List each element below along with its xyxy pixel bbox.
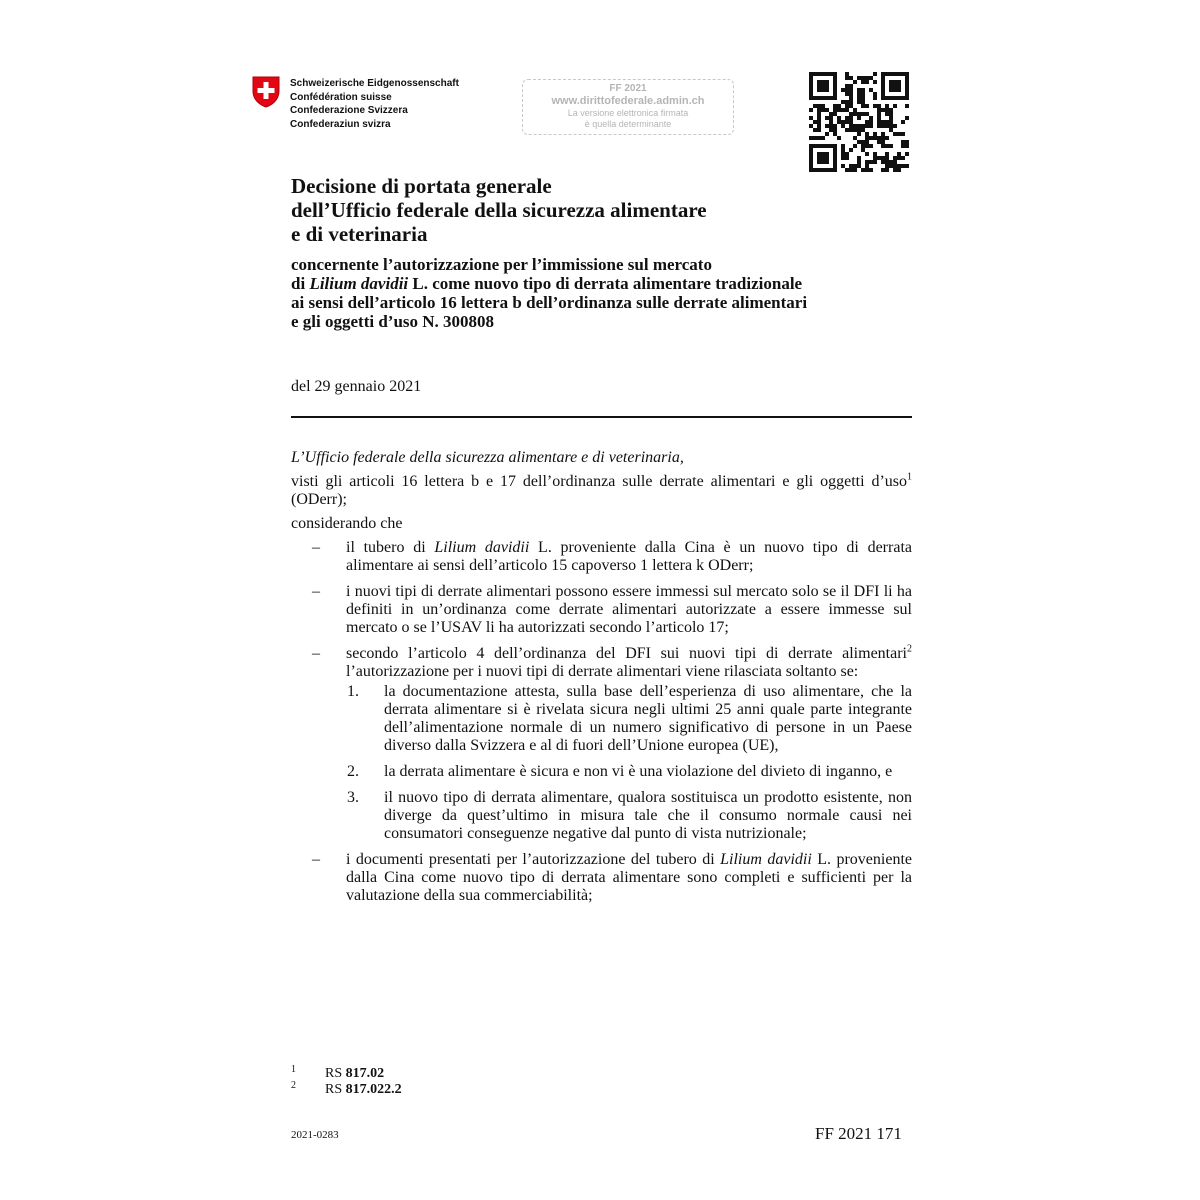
recital-dash: – — [312, 851, 320, 868]
confederation-line-fr: Confédération suisse — [290, 91, 392, 103]
footnote-prefix: RS — [325, 1066, 346, 1081]
subtitle-suffix: L. come nuovo tipo di derrata alimentare tradizionale — [408, 274, 803, 293]
page-reference: FF 2021 171 — [815, 1124, 902, 1143]
recital-3-text-b: l’autorizzazione per i nuovi tipi di derrate alimentari viene rilasciata soltanto se: — [346, 663, 859, 680]
document-number: 2021-0283 — [291, 1129, 339, 1141]
condition-item-2 — [346, 763, 912, 781]
recital-2 — [291, 583, 912, 637]
recital-4-text-b: L. proveniente dalla Cina come nuovo tipo di derrata alimentare sono completi e sufficienti per la valutazione della sua commerciabilità; — [346, 851, 913, 904]
condition-text: la derrata alimentare è sicura e non vi è una violazione del divieto di inganno, e — [384, 763, 893, 780]
recital-4-text-a: i documenti presentati per l’autorizzazione del tubero di — [346, 851, 721, 868]
recital-1 — [291, 539, 912, 575]
condition-number: 1. — [347, 683, 359, 700]
subtitle-species: Lilium davidii — [309, 274, 409, 293]
recital-dash: – — [312, 583, 320, 600]
stamp-line-4: è quella determinante — [584, 119, 672, 129]
confederation-line-de: Schweizerische Eidgenossenschaft — [290, 78, 459, 89]
document-body — [291, 449, 912, 913]
footnote-number: 2 — [291, 1080, 296, 1091]
legal-basis-text: visti gli articoli 16 lettera b e 17 dell’ordinanza sulle derrate alimentari e gli oggetti d’uso — [291, 473, 907, 490]
conditions-list — [346, 683, 912, 843]
considerando-label: considerando che — [291, 515, 403, 532]
footnote-ref-2: 2 — [907, 643, 912, 655]
condition-text: il nuovo tipo di derrata alimentare, qualora sostituisca un prodotto esistente, non diverge da quest’ultimo in misura tale che il consumo normale causi nei consumatori conseguenze negative dal punto di vista nutrizionale; — [384, 789, 912, 842]
title-line-2: dell’Ufficio federale della sicurezza alimentare — [291, 198, 707, 222]
recital-dash: – — [312, 539, 320, 556]
confederation-line-it: Confederazione Svizzera — [290, 105, 408, 116]
footnote-text — [325, 1066, 384, 1082]
condition-item-3 — [346, 789, 912, 843]
footnote-number: 1 — [291, 1064, 296, 1075]
header-divider — [291, 416, 912, 418]
confederation-line-rm: Confederaziun svizra — [290, 118, 391, 130]
subtitle-prefix: di — [291, 274, 310, 293]
decision-date: del 29 gennaio 2021 — [291, 378, 422, 395]
stamp-line-1: FF 2021 — [609, 83, 647, 94]
footnote-prefix: RS — [325, 1082, 346, 1097]
condition-item-1 — [346, 683, 912, 755]
subtitle-line-4: e gli oggetti d’uso N. 300808 — [291, 312, 495, 331]
recital-1-text-b: L. proveniente dalla Cina è un nuovo tipo di derrata alimentare ai sensi dell’articolo 15 capoverso 1 lettera k ODerr; — [346, 539, 912, 574]
electronic-signature-stamp — [522, 79, 734, 135]
subtitle-line-2 — [291, 274, 916, 293]
document-title — [291, 174, 911, 246]
recital-4-species: Lilium davidii — [720, 851, 812, 868]
subtitle-line-3: ai sensi dell’articolo 16 lettera b dell’ordinanza sulle derrate alimentari — [291, 293, 808, 312]
swiss-cross-shield-icon — [252, 76, 280, 108]
recital-3 — [291, 645, 912, 843]
document-subtitle — [291, 255, 916, 331]
subtitle-line-1: concernente l’autorizzazione per l’immissione sul mercato — [291, 255, 712, 274]
recital-3-text-a: secondo l’articolo 4 dell’ordinanza del DFI sui nuovi tipi di derrate alimentari — [346, 645, 907, 662]
recital-dash: – — [312, 645, 320, 662]
footnote-ref: 817.022.2 — [345, 1082, 402, 1097]
condition-number: 2. — [347, 763, 359, 780]
legal-basis — [291, 473, 912, 509]
qr-modules — [809, 72, 909, 172]
title-line-1: Decisione di portata generale — [291, 174, 552, 198]
footnote-text — [325, 1082, 402, 1098]
stamp-line-3: La versione elettronica firmata — [567, 108, 689, 118]
confederation-names — [290, 77, 459, 131]
stamp-line-2: www.dirittofederale.admin.ch — [551, 95, 705, 107]
recital-2-text: i nuovi tipi di derrate alimentari possono essere immessi sul mercato solo se il DFI li ha definiti in un’ordinanza come derrate alimentari autorizzate a essere immesse sul mercato o se l’USAV li ha autorizzati secondo l’articolo 17; — [346, 583, 912, 636]
condition-text: la documentazione attesta, sulla base dell’esperienza di uso alimentare, che la derrata alimentare si è rivelata sicura negli ultimi 25 anni quale parte integrante dell’alimentazione normale di un numero significativo di persone in un Paese diverso dalla Svizzera e al di fuori dell’Unione europea (UE), — [384, 683, 912, 754]
recital-1-species: Lilium davidii — [434, 539, 530, 556]
issuer-intro: L’Ufficio federale della sicurezza alimentare e di veterinaria, — [291, 449, 684, 466]
condition-number: 3. — [347, 789, 359, 806]
footnote-ref: 817.02 — [345, 1066, 385, 1081]
qr-code-icon — [809, 72, 909, 172]
recital-4 — [291, 851, 912, 905]
footnote-ref-1: 1 — [907, 471, 912, 483]
title-line-3: e di veterinaria — [291, 222, 428, 246]
recital-1-text-a: il tubero di — [346, 539, 435, 556]
legal-basis-suffix: (ODerr); — [291, 491, 347, 508]
